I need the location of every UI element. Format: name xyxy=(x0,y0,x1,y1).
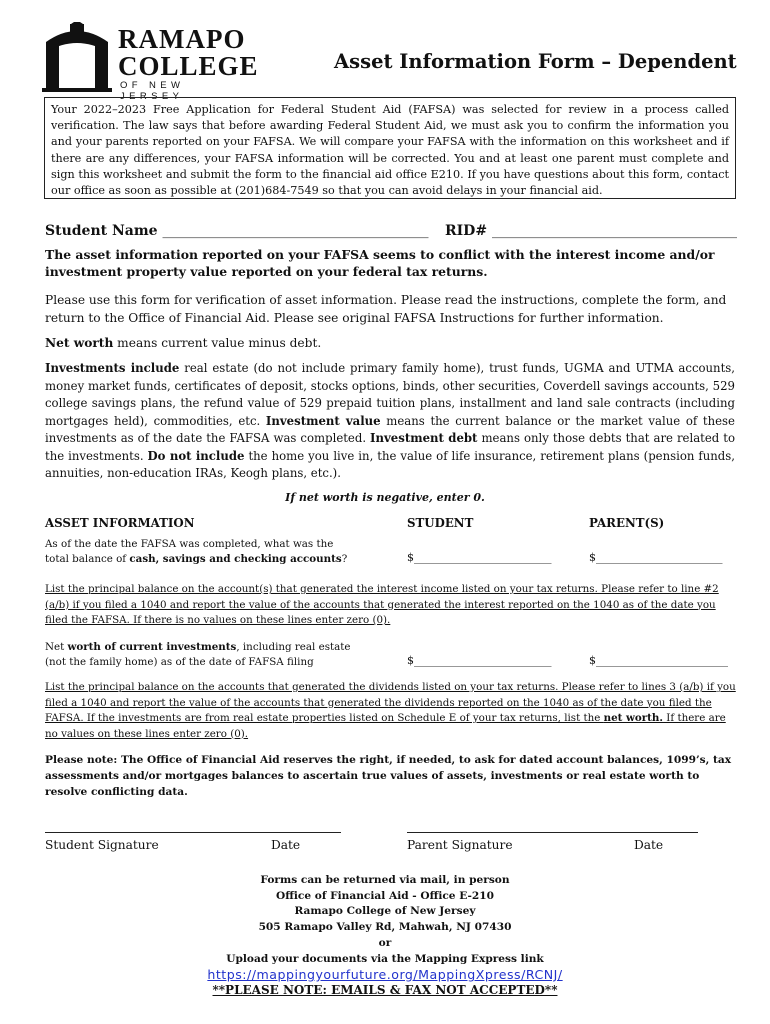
footer-line-5: or xyxy=(378,936,392,949)
negative-net-worth-note: If net worth is negative, enter 0. xyxy=(285,491,485,504)
q2-line1 xyxy=(45,640,351,655)
parent-signature-line[interactable] xyxy=(407,832,698,833)
conflict-warning: The asset information reported on your FAFSA seems to conflict with the interest income and/or investment property value reported on your federal tax returns. xyxy=(45,247,715,279)
do-not-include-term: Do not include xyxy=(147,448,245,463)
student-name-field[interactable] xyxy=(45,223,428,239)
net-worth-def: means current value minus debt. xyxy=(113,336,322,350)
investment-debt-def: means only those debts that are related to the investments. xyxy=(45,431,735,463)
student-name-label: Student Name xyxy=(45,223,158,239)
parent-date-label: Date xyxy=(634,838,664,852)
dividends-note-text-2: If there are no values on these lines enter zero (0). xyxy=(45,712,726,740)
page-title: Asset Information Form – Dependent xyxy=(334,50,737,73)
dividends-note xyxy=(45,680,740,742)
q1-line1: As of the date the FAFSA was completed, what was the xyxy=(45,538,334,550)
return-instructions xyxy=(0,873,770,999)
parent-cash-field[interactable]: $_______________________ xyxy=(589,551,723,564)
rid-label: RID# xyxy=(445,223,488,239)
cash-savings-question xyxy=(45,537,347,568)
investment-value-def: means the current balance or the market value of these investments as of the date the FAFSA was completed. xyxy=(45,413,735,445)
q2-post: , including real estate xyxy=(236,641,351,653)
intro-box: Your 2022–2023 Free Application for Federal Student Aid (FAFSA) was selected for review in a process called verification. The law says that before awarding Federal Student Aid, we must ask you to confirm the information you and your parents reported on your FAFSA. We will compare your FAFSA with the information on this worksheet and if there are any differences, your FAFSA information will be corrected. You and at least one parent must complete and sign this worksheet and submit the form to the financial aid office E210. If you have questions about this form, contact our office as soon as possible at (201)684-7549 so that you can avoid delays in your financial aid. xyxy=(44,97,736,199)
dividends-note-text: List the principal balance on the accounts that generated the dividends listed on your tax returns. Please refer to lines 3 (a/b) if you filed a 1040 and report the value of the accounts that generated the dividends reported on the 1040 as of the date you filed the FAFSA. If the investments are from real estate properties listed on Schedule E of your tax returns, list the xyxy=(45,681,736,724)
net-worth-term: Net worth xyxy=(45,336,114,350)
investment-debt-term: Investment debt xyxy=(370,431,478,445)
q2-pre: Net xyxy=(45,641,68,653)
q2-bold: worth of current investments xyxy=(67,641,237,653)
rid-blank[interactable]: ___________________________________ xyxy=(491,223,737,239)
q1-line2 xyxy=(45,552,347,567)
header-student: STUDENT xyxy=(407,516,474,530)
q1-post: ? xyxy=(341,553,348,566)
instructions-paragraph: Please use this form for verification of asset information. Please read the instructions, complete the form, and return to the Office of Financial Aid. Please see original FAFSA Instructions for further information. xyxy=(45,293,727,325)
ramapo-arch-icon xyxy=(42,22,112,92)
student-cash-field[interactable]: $_________________________ xyxy=(407,551,552,564)
investments-question xyxy=(45,640,351,671)
header-asset-information: ASSET INFORMATION xyxy=(45,516,195,530)
student-investments-field[interactable]: $_________________________ xyxy=(407,654,552,667)
investment-value-term: Investment value xyxy=(265,413,381,428)
footer-line-4: 505 Ramapo Valley Rd, Mahwah, NJ 07430 xyxy=(258,921,512,934)
logo-text-college: COLLEGE xyxy=(118,51,259,81)
do-not-include-def: the home you live in, the value of life insurance, retirement plans (pension funds, annuities, non-education IRAs, Keogh plans, etc.). xyxy=(45,448,735,480)
parent-signature-label: Parent Signature xyxy=(407,838,513,852)
student-name-blank[interactable]: ______________________________________ xyxy=(162,223,429,239)
student-signature-line[interactable] xyxy=(45,832,341,833)
dividends-note-bold: net worth. xyxy=(603,712,664,724)
student-signature-label: Student Signature xyxy=(45,838,159,852)
q2-line2: (not the family home) as of the date of FAFSA filing xyxy=(45,656,314,669)
investments-def: real estate (do not include primary family home), trust funds, UGMA and UTMA accounts, money market funds, certificates of deposit, stocks options, binds, other securities, Coverdell savings accounts, 529 college savings plans, the refund value of 529 prepaid tuition plans, installment and land sale contracts (including mortgages held), commodities, etc. xyxy=(45,361,735,428)
student-date-label: Date xyxy=(271,838,301,852)
footer-line-2: Office of Financial Aid - Office E-210 xyxy=(275,889,495,902)
logo-text-of-new-jersey: OF NEW JERSEY xyxy=(120,80,185,102)
net-worth-definition xyxy=(45,336,321,350)
logo-text-ramapo: RAMAPO xyxy=(118,24,246,54)
footer-line-1: Forms can be returned via mail, in person xyxy=(260,874,510,886)
rid-field[interactable] xyxy=(445,223,737,239)
emails-fax-warning: **PLEASE NOTE: EMAILS & FAX NOT ACCEPTED** xyxy=(212,982,558,997)
investments-definition xyxy=(45,360,735,483)
header-parents: PARENT(S) xyxy=(589,516,665,530)
footer-line-3: Ramapo College of New Jersey xyxy=(294,905,476,918)
q1-pre: total balance of xyxy=(45,553,130,566)
investments-term: Investments include xyxy=(45,361,180,375)
office-note: Please note: The Office of Financial Aid reserves the right, if needed, to ask for dated account balances, 1099’s, tax assessments and/or mortgages balances to ascertain true values of assets, investments or real estate worth to resolve conflicting data. xyxy=(45,754,732,798)
mapping-express-link[interactable]: https://mappingyourfuture.org/MappingXpress/RCNJ/ xyxy=(207,967,563,983)
ramapo-college-logo xyxy=(42,20,259,102)
interest-income-note: List the principal balance on the account(s) that generated the interest income listed on your tax returns. Please refer to line #2 (a/b) if you filed a 1040 and report the value of the accounts that generated the interest reported on the 1040 as of the date you filed the FAFSA. If there is no values on these lines enter zero (0). xyxy=(45,583,719,626)
q1-bold: cash, savings and checking accounts xyxy=(129,553,342,566)
footer-line-6: Upload your documents via the Mapping Express link xyxy=(226,952,544,965)
parent-investments-field[interactable]: $________________________ xyxy=(589,654,728,667)
